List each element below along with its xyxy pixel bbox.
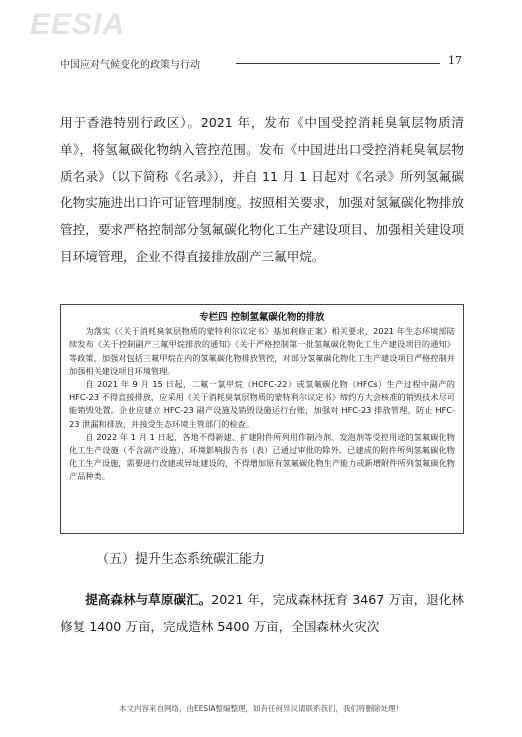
paragraph-lead: 提高森林与草原碳汇。 (85, 592, 212, 607)
watermark-logo: EESIA (30, 8, 126, 41)
sidebar-box (60, 304, 464, 534)
box-title: 专栏四 控制氢氟碳化物的排放 (199, 312, 325, 323)
paragraph-text: 2021 年，完成森林抚育 3467 万亩，退化林修复 1400 万亩，完成造林 5400 万亩，全国森林火灾次 (60, 592, 464, 634)
page-footer: 本文内容来自网络，由EESIA整编整理，如有任何异议请联系我们，我们将删除处理！ (118, 704, 404, 713)
body-paragraph-2 (60, 587, 464, 641)
page-header (60, 56, 462, 72)
running-title: 中国应对气候变化的政策与行动 (60, 60, 200, 71)
section-heading: （五）提升生态系统碳汇能力 (96, 552, 266, 567)
box-paragraph: 自 2021 年 9 月 15 日起，二氟一氯甲烷（HCFC-22）或氢氟碳化物（HFCs）生产过程中副产的 HFC-23 不得直接排放，应采用《关于消耗臭氧层物质的蒙特利尔议定书》缔约方大会核准的销毁技术尽可能销毁处置。企业应建立 HFC-23 副产设施及销毁设施运行台账，加强对 HFC-23 排放管理，防止 HFC-23 泄漏和排放，并接受生态环境主管部门的检查。 (69, 379, 455, 429)
body-paragraph-text: 用于香港特别行政区）。2021 年，发布《中国受控消耗臭氧层物质清单》，将氢氟碳化物纳入管控范围。发布《中国进出口受控消耗臭氧层物质名录》（以下简称《名录》），并自 11 月 1 日起对《名录》所列氢氟碳化物实施进出口许可证管理制度。按照相关要求，加强对氢氟碳化物排放管控，要求严格控制部分氢氟碳化物化工生产建设项目、加强相关建设项目环境管理，企业不得直接排放副产三氟甲烷。 (60, 115, 464, 264)
box-paragraph: 自 2022 年 1 月 1 日起，各地不得新建、扩建附件所列用作制冷剂、发泡剂等受控用途的氢氟碳化物化工生产设施（不含副产设施），环境影响报告书（表）已通过审批的除外。已建成的附件所列氢氟碳化物化工生产设施，需要进行改建或异址建设的，不得增加原有氢氟碳化物生产能力或新增附件所列氢氟碳化物产品种类。 (69, 431, 455, 482)
page-number: 17 (448, 54, 462, 67)
header-rule (236, 63, 440, 64)
box-paragraph: 为落实《〈关于消耗臭氧层物质的蒙特利尔议定书〉基加利修正案》相关要求，2021 年生态环境部陆续发布《关于控制副产三氟甲烷排放的通知》《关于严格控制第一批氢氟碳化物化工生产建设项目的通知》等政策，加强对包括三氟甲烷在内的氢氟碳化物排放管控，对部分氢氟碳化物化工生产建设项目严格控制并加强相关建设项目环境管理。 (69, 326, 455, 376)
body-paragraph (60, 110, 464, 271)
